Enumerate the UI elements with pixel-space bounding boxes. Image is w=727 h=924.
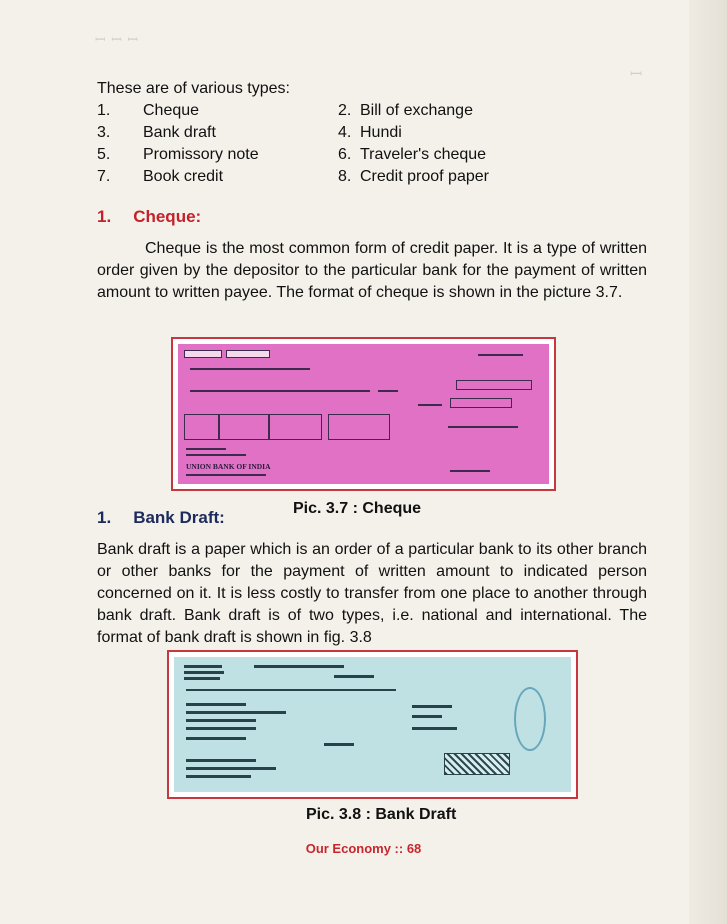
cheque-date-line — [478, 354, 523, 356]
type-name: Promissory note — [143, 146, 259, 163]
cheque-line — [186, 454, 246, 456]
draft-text-block — [184, 665, 222, 668]
cheque-address-line — [186, 474, 266, 476]
cheque-paragraph: Cheque is the most common form of credit paper. It is a type of written order given by the depositor to the particular bank for the payment of written amount to written payee. The format of cheque is shown in the picture 3.7. — [97, 240, 647, 301]
cheque-heading — [97, 207, 201, 227]
heading-title: Bank Draft: — [133, 508, 225, 527]
cheque-account-grid — [184, 414, 322, 440]
cheque-stamp-box — [184, 350, 222, 358]
draft-line — [186, 737, 246, 740]
types-row — [97, 166, 489, 188]
bank-draft-paragraph: Bank draft is a paper which is an order of a particular bank to its other branch or other banks for the payment of written amount to indicated person concerned on it. It is less costly to transfer from one place to another through bank draft. Bank draft is of two types, i.e. national and international. The format of bank draft is shown in fig. 3.8 — [97, 541, 647, 646]
cheque-line — [378, 390, 398, 392]
cheque-figure — [171, 337, 556, 491]
types-row — [97, 100, 489, 122]
type-name: Bill of exchange — [360, 102, 473, 119]
cheque-signature-line — [450, 470, 490, 472]
draft-line — [412, 727, 457, 730]
draft-bank-title — [254, 665, 344, 668]
cheque-grid-divider — [268, 414, 270, 440]
cheque-image — [178, 344, 549, 484]
draft-line — [186, 727, 256, 730]
bank-draft-image — [174, 657, 571, 792]
draft-payee-line — [186, 689, 396, 691]
types-row — [97, 122, 489, 144]
type-number: 8. — [338, 168, 352, 185]
cheque-branch-box — [328, 414, 390, 440]
bleed-through-header: ꟷ ꟷ ꟷ — [95, 32, 139, 47]
type-number: 7. — [97, 168, 111, 185]
type-name: Credit proof paper — [360, 168, 489, 185]
draft-line — [186, 759, 256, 762]
draft-amount-figure — [412, 705, 452, 708]
draft-watermark-seal — [514, 687, 546, 751]
heading-number: 1. — [97, 508, 112, 527]
page-edge — [689, 0, 727, 924]
type-name: Bank draft — [143, 124, 216, 141]
draft-line — [186, 711, 286, 714]
cheque-grid-divider — [218, 414, 220, 440]
type-number: 4. — [338, 124, 352, 141]
figure-caption: Pic. 3.8 : Bank Draft — [306, 806, 457, 823]
type-name: Hundi — [360, 124, 402, 141]
bank-draft-figure — [167, 650, 578, 799]
draft-line — [412, 715, 442, 718]
draft-line — [186, 703, 246, 706]
draft-amount-words — [324, 743, 354, 746]
cheque-rupees-box — [450, 398, 512, 408]
credit-paper-types — [97, 78, 489, 188]
draft-line — [334, 675, 374, 678]
type-number: 2. — [338, 102, 352, 119]
page-footer: Our Economy :: 68 — [305, 841, 422, 856]
draft-line — [186, 767, 276, 770]
cheque-payee-line — [190, 368, 310, 370]
draft-text-block — [184, 677, 220, 680]
draft-text-block — [184, 671, 224, 674]
cheque-line — [186, 448, 226, 450]
type-name: Book credit — [143, 168, 224, 185]
bleed-through-text: ꟷ — [630, 66, 643, 83]
types-row — [97, 144, 489, 166]
draft-crosshatch-stamp — [444, 753, 510, 775]
cheque-amount-words-line — [190, 390, 370, 392]
type-name: Traveler's cheque — [360, 146, 487, 163]
cheque-bank-name: UNION BANK OF INDIA — [186, 462, 271, 471]
type-number: 5. — [97, 146, 111, 163]
figure-caption: Pic. 3.7 : Cheque — [293, 500, 422, 517]
cheque-amount-box — [456, 380, 532, 390]
draft-line — [186, 719, 256, 722]
heading-title: Cheque: — [133, 207, 202, 226]
draft-line — [186, 775, 251, 778]
types-intro: These are of various types: — [97, 80, 290, 97]
cheque-stamp-box — [226, 350, 270, 358]
type-number: 6. — [338, 146, 352, 163]
type-number: 3. — [97, 124, 111, 141]
bank-draft-heading — [97, 508, 225, 528]
cheque-line — [418, 404, 442, 406]
heading-number: 1. — [97, 207, 112, 226]
type-name: Cheque — [143, 102, 200, 119]
type-number: 1. — [97, 102, 111, 119]
cheque-company-line — [448, 426, 518, 428]
